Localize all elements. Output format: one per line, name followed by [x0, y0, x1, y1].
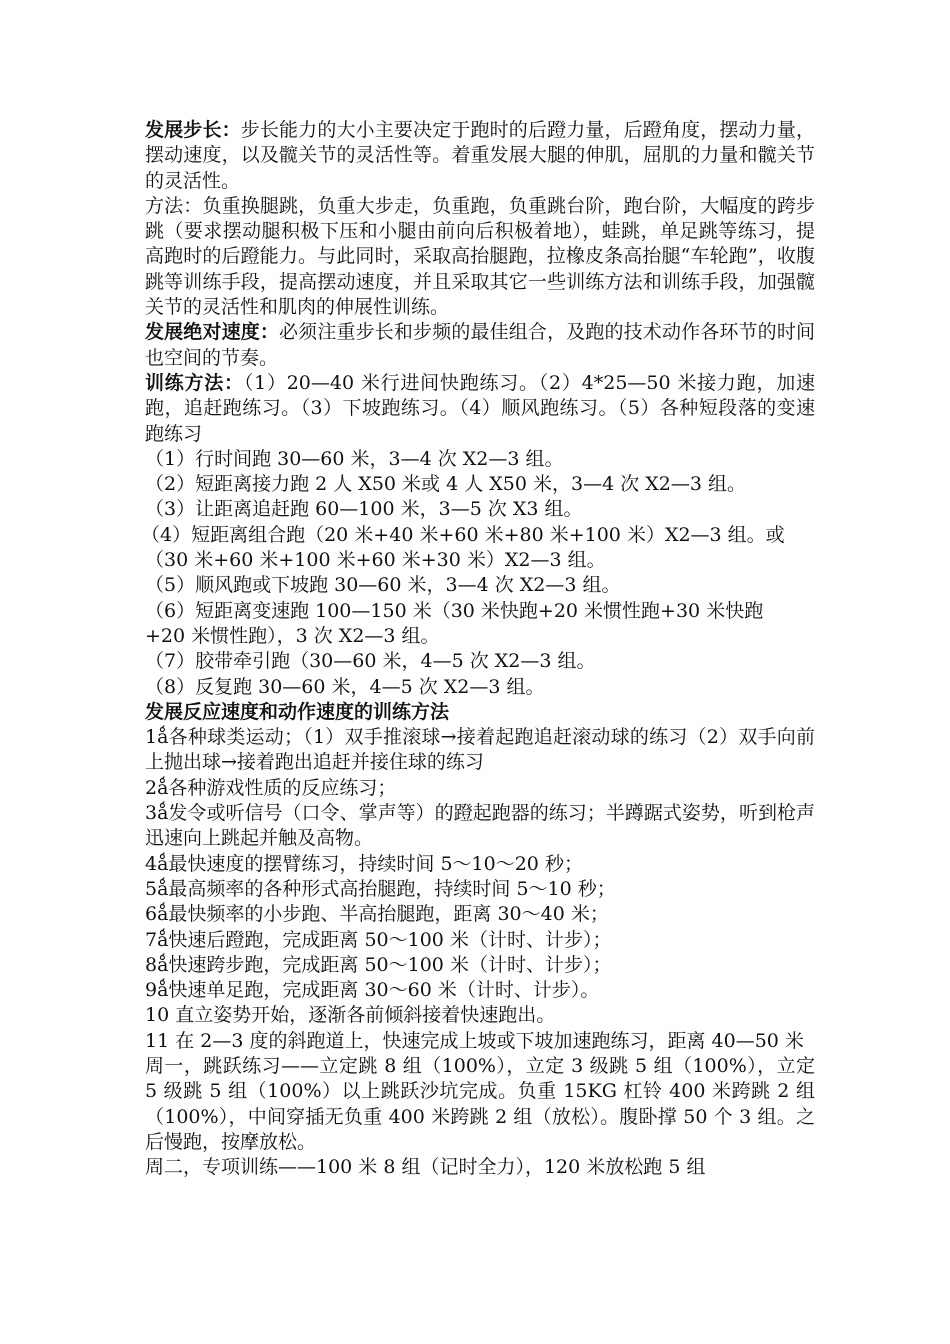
drill-item: （6）短距离变速跑 100—150 米（30 米快跑+20 米惯性跑+30 米快跑 [145, 599, 764, 622]
reaction-item: 10 直立姿势开始，逐渐各前倾斜接着快速跑出。 [145, 1004, 556, 1027]
reaction-item: 2ǻ各种游戏性质的反应练习； [145, 776, 397, 799]
drill-item: （5）顺风跑或下坡跑 30—60 米，3—4 次 X2—3 组。 [145, 574, 621, 597]
reaction-item: 4ǻ最快速度的摆臂练习，持续时间 5～10～20 秒； [145, 852, 583, 875]
drill-item: （4）短距离组合跑（20 米+40 米+60 米+80 米+100 米）X2—3 组。或 [141, 523, 785, 546]
drill-item: （30 米+60 米+100 米+60 米+30 米）X2—3 组。 [145, 549, 606, 572]
drill-item: （3）让距离追赶跑 60—100 米，3—5 次 X3 组。 [145, 498, 583, 521]
reaction-item: 9ǻ快速单足跑，完成距离 30～60 米（计时、计步）。 [145, 979, 600, 1002]
reaction-item: 11 在 2—3 度的斜跑道上，快速完成上坡或下坡加速跑练习，距离 40—50 米 [145, 1029, 804, 1052]
reaction-item: 5ǻ最高频率的各种形式高抬腿跑，持续时间 5～10 秒； [145, 877, 616, 900]
absolute-speed-text: 必须注重步长和步频的最佳组合，及跑的技术动作各环节的时间也空间的节奏。 [145, 321, 815, 369]
absolute-speed-label: 发展绝对速度： [145, 321, 280, 344]
stride-paragraph [145, 118, 815, 194]
drill-item: （1）行时间跑 30—60 米，3—4 次 X2—3 组。 [145, 447, 564, 470]
weekly-plan-monday: 周一，跳跃练习——立定跳 8 组（100%），立定 3 级跳 5 组（100%），立定 5 级跳 5 组（100%）以上跳跃沙坑完成。负重 15KG 杠铃 400 米跨跳 2 组（100%），中间穿插无负重 400 米跨跳 2 组（放松）。腹卧撑 50 个 3 组。之后慢跑，按摩放松。 [145, 1054, 815, 1153]
drill-item: （7）胶带牵引跑（30—60 米，4—5 次 X2—3 组。 [145, 650, 596, 673]
drill-item: （8）反复跑 30—60 米，4—5 次 X2—3 组。 [145, 675, 545, 698]
document-page [141, 118, 815, 1180]
reaction-item: 1ǻ各种球类运动；（1）双手推滚球→接着起跑追赶滚动球的练习（2）双手向前上抛出球→接着跑出追赶并接住球的练习 [145, 726, 815, 774]
training-label: 训练方法： [145, 371, 244, 394]
weekly-plan-tuesday: 周二，专项训练——100 米 8 组（记时全力），120 米放松跑 5 组 [145, 1156, 706, 1179]
reaction-heading: 发展反应速度和动作速度的训练方法 [145, 700, 450, 723]
training-text: （1）20—40 米行进间快跑练习。（2）4*25—50 米接力跑，加速跑，追赶跑练习。（3）下坡跑练习。（4）顺风跑练习。（5）各种短段落的变速跑练习 [145, 371, 815, 445]
reaction-item: 6ǻ最快频率的小步跑、半高抬腿跑，距离 30～40 米； [145, 903, 609, 926]
training-paragraph [145, 371, 815, 447]
absolute-speed-paragraph [145, 320, 815, 371]
reaction-item: 8ǻ快速跨步跑，完成距离 50～100 米（计时、计步）； [145, 953, 612, 976]
stride-text: 步长能力的大小主要决定于跑时的后蹬力量，后蹬角度，摆动力量，摆动速度，以及髋关节的灵活性等。着重发展大腿的伸肌，屈肌的力量和髋关节的灵活性。 [145, 119, 815, 192]
drill-item: +20 米惯性跑），3 次 X2—3 组。 [145, 624, 440, 647]
stride-label: 发展步长： [145, 119, 241, 141]
methods-paragraph: 方法：负重换腿跳，负重大步走，负重跑，负重跳台阶，跑台阶，大幅度的跨步跳（要求摆动腿积极下压和小腿由前向后积极着地），蛙跳，单足跳等练习，提高跑时的后蹬能力。与此同时，采取高抬腿跑，拉橡皮条高抬腿“车轮跑”，收腹跳等训练手段，提高摆动速度，并且采取其它一些训练方法和训练手段，加强髋关节的灵活性和肌肉的伸展性训练。 [145, 194, 815, 319]
reaction-item: 3ǻ发令或听信号（口令、掌声等）的蹬起跑器的练习；半蹲踞式姿势，听到枪声迅速向上跳起并触及高物。 [145, 802, 815, 850]
reaction-item: 7ǻ快速后蹬跑，完成距离 50～100 米（计时、计步）； [145, 928, 612, 951]
drill-item: （2）短距离接力跑 2 人 X50 米或 4 人 X50 米，3—4 次 X2—3 组。 [145, 473, 746, 496]
